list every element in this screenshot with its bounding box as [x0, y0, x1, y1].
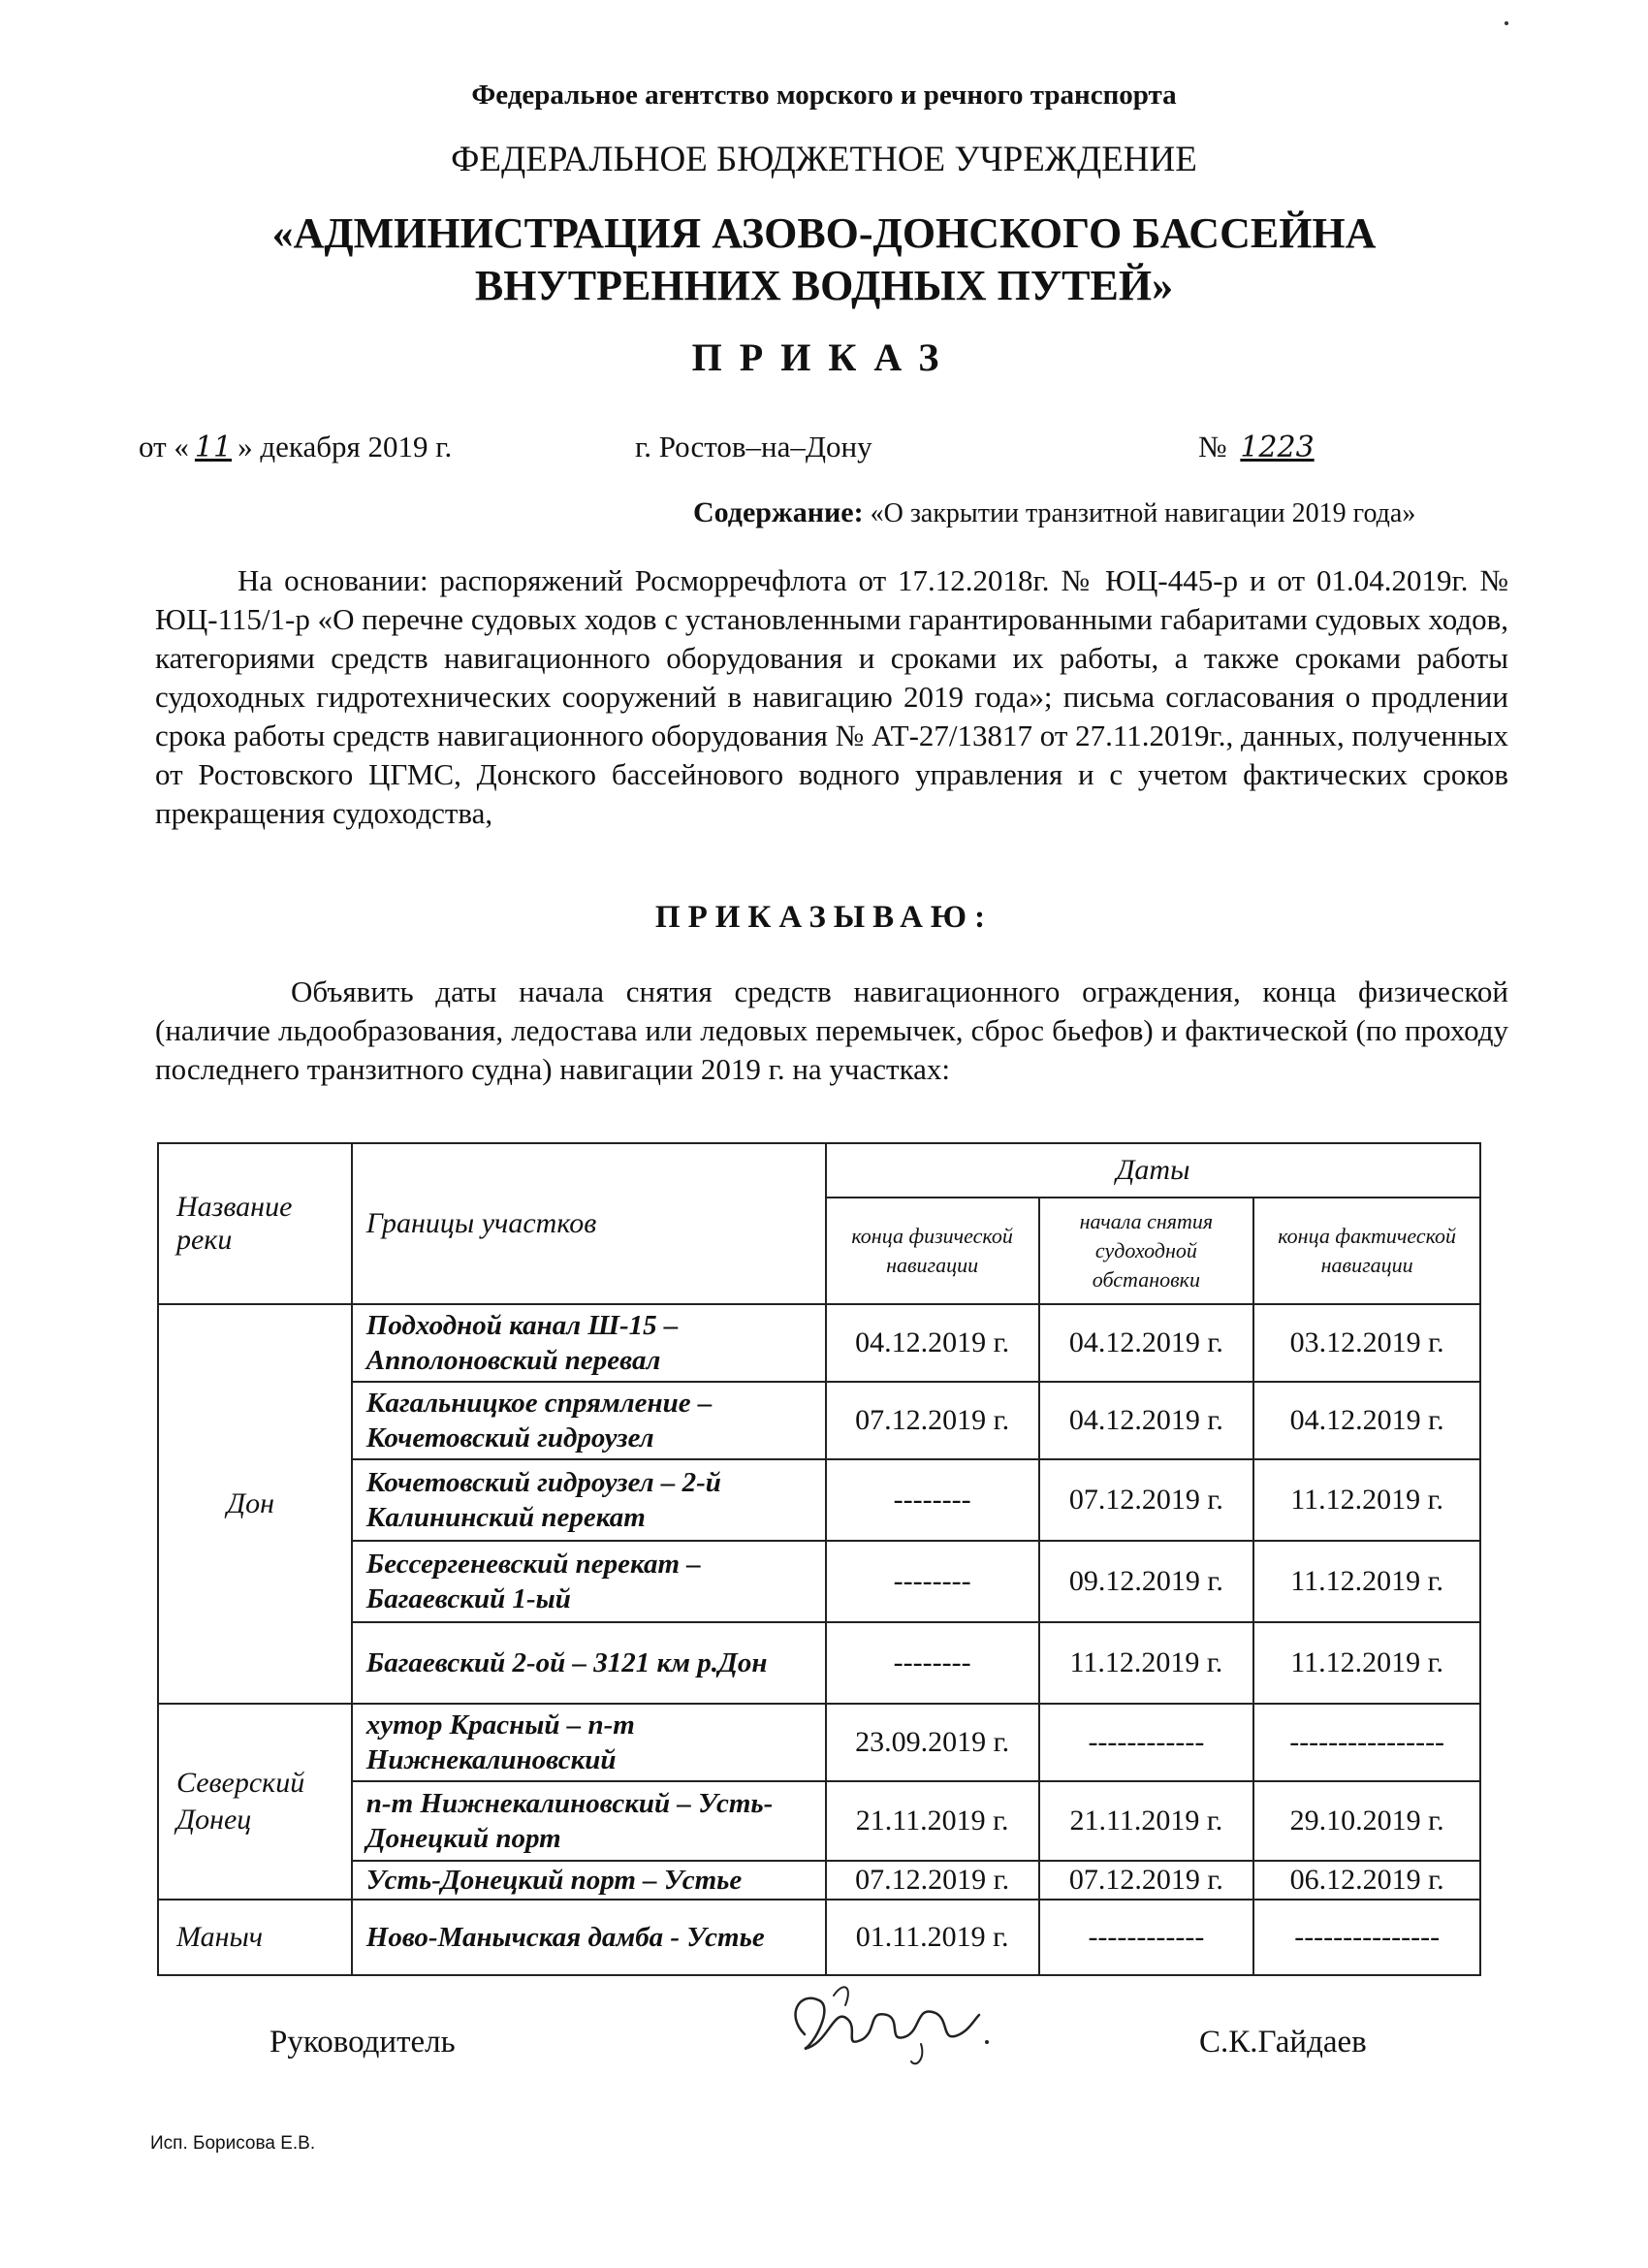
- order-subject: [693, 496, 1415, 529]
- segment-bounds: Бессергеневский перекат – Багаевский 1-ый: [352, 1541, 826, 1622]
- header-start-removal: начала снятия судоходной обстановки: [1039, 1198, 1254, 1304]
- header-phys-end: конца физической навигации: [826, 1198, 1039, 1304]
- organization-name-line1: «АДМИНИСТРАЦИЯ АЗОВО-ДОНСКОГО БАССЕЙНА: [271, 209, 1377, 257]
- number-label: №: [1198, 430, 1227, 463]
- fact-end-date: 03.12.2019 г.: [1253, 1304, 1480, 1382]
- table-row: [158, 1304, 1480, 1382]
- phys-end-date: 01.11.2019 г.: [826, 1900, 1039, 1975]
- table-row: [158, 1382, 1480, 1459]
- document-type: ПРИКАЗ: [691, 335, 957, 379]
- table-row: [158, 1900, 1480, 1975]
- segment-bounds: Усть-Донецкий порт – Устье: [352, 1861, 826, 1900]
- segment-bounds: Ново-Манычская дамба - Устье: [352, 1900, 826, 1975]
- fact-end-date: ----------------: [1253, 1704, 1480, 1781]
- phys-end-date: 23.09.2019 г.: [826, 1704, 1039, 1781]
- handwritten-day: 11: [194, 431, 233, 464]
- river-name: Северский Донец: [158, 1704, 352, 1900]
- organization-name-line2: ВНУТРЕННИХ ВОДНЫХ ПУТЕЙ»: [474, 262, 1174, 309]
- institution-type: ФЕДЕРАЛЬНОЕ БЮДЖЕТНОЕ УЧРЕЖДЕНИЕ: [451, 140, 1197, 179]
- order-number: [1198, 430, 1320, 464]
- start-removal-date: 11.12.2019 г.: [1039, 1622, 1254, 1704]
- start-removal-date: 07.12.2019 г.: [1039, 1459, 1254, 1541]
- segment-bounds: п-т Нижнекалиновский – Усть-Донецкий порт: [352, 1781, 826, 1861]
- date-suffix: » декабря 2019 г.: [238, 430, 453, 463]
- start-removal-date: ------------: [1039, 1704, 1254, 1781]
- river-name: Маныч: [158, 1900, 352, 1975]
- fact-end-date: 11.12.2019 г.: [1253, 1459, 1480, 1541]
- river-name: Дон: [158, 1304, 352, 1704]
- order-paragraph: Объявить даты начала снятия средств навигационного ограждения, конца физической (наличие льдообразования, ледостава или ледовых перемычек, сброс бьефов) и фактической (по проходу последнего транзитного судна) навигации 2019 г. на участках:: [155, 974, 1508, 1086]
- phys-end-date: 07.12.2019 г.: [826, 1382, 1039, 1459]
- fact-end-date: 11.12.2019 г.: [1253, 1622, 1480, 1704]
- agency-name: Федеральное агентство морского и речного транспорта: [471, 80, 1177, 111]
- phys-end-date: 04.12.2019 г.: [826, 1304, 1039, 1382]
- start-removal-date: 07.12.2019 г.: [1039, 1861, 1254, 1900]
- organization-name: [0, 208, 1648, 312]
- phys-end-date: --------: [826, 1622, 1039, 1704]
- subject-text: «О закрытии транзитной навигации 2019 года»: [870, 498, 1416, 528]
- executor-note: Исп. Борисова Е.В.: [150, 2133, 316, 2154]
- segment-bounds: Кочетовский гидроузел – 2-й Калининский перекат: [352, 1459, 826, 1541]
- table-row: [158, 1622, 1480, 1704]
- phys-end-date: 21.11.2019 г.: [826, 1781, 1039, 1861]
- header-fact-end: конца фактической навигации: [1253, 1198, 1480, 1304]
- start-removal-date: ------------: [1039, 1900, 1254, 1975]
- segment-bounds: Подходной канал Ш-15 – Апполоновский перевал: [352, 1304, 826, 1382]
- header-bounds: Границы участков: [352, 1143, 826, 1304]
- handwritten-signature: [776, 1976, 998, 2073]
- subject-label: Содержание:: [693, 496, 864, 528]
- scan-speck: [1505, 21, 1508, 25]
- phys-end-date: --------: [826, 1541, 1039, 1622]
- segment-bounds: хутор Красный – п-т Нижнекалиновский: [352, 1704, 826, 1781]
- table-row: [158, 1459, 1480, 1541]
- phys-end-date: 07.12.2019 г.: [826, 1861, 1039, 1900]
- start-removal-date: 09.12.2019 г.: [1039, 1541, 1254, 1622]
- start-removal-date: 04.12.2019 г.: [1039, 1304, 1254, 1382]
- start-removal-date: 04.12.2019 г.: [1039, 1382, 1254, 1459]
- fact-end-date: 04.12.2019 г.: [1253, 1382, 1480, 1459]
- fact-end-date: ---------------: [1253, 1900, 1480, 1975]
- order-date: [139, 430, 452, 464]
- start-removal-date: 21.11.2019 г.: [1039, 1781, 1254, 1861]
- navigation-dates-table: [157, 1142, 1481, 1976]
- order-city: г. Ростов–на–Дону: [635, 430, 872, 463]
- preamble-paragraph: На основании: распоряжений Росморречфлота от 17.12.2018г. № ЮЦ-445-р и от 01.04.2019г. № ЮЦ-115/1-р «О перечне судовых ходов с установленными гарантированными габаритами судовых ходов, категориями средств навигационного оборудования и сроками их работы, а также сроками работы судоходных гидротехнических сооружений в навигацию 2019 года»; письма согласования о продлении срока работы средств навигационного оборудования № АТ-27/13817 от 27.11.2019г., данных, полученных от Ростовского ЦГМС, Донского бассейнового водного управления и с учетом фактических сроков прекращения судоходства,: [155, 563, 1509, 830]
- fact-end-date: 29.10.2019 г.: [1253, 1781, 1480, 1861]
- signatory-name: С.К.Гайдаев: [1199, 2025, 1367, 2060]
- segment-bounds: Багаевский 2-ой – 3121 км р.Дон: [352, 1622, 826, 1704]
- fact-end-date: 11.12.2019 г.: [1253, 1541, 1480, 1622]
- table-row: [158, 1541, 1480, 1622]
- date-prefix: от «: [139, 430, 189, 463]
- header-dates: Даты: [826, 1143, 1480, 1198]
- order-word: ПРИКАЗЫВАЮ:: [654, 900, 994, 935]
- phys-end-date: --------: [826, 1459, 1039, 1541]
- fact-end-date: 06.12.2019 г.: [1253, 1861, 1480, 1900]
- header-river: Название реки: [158, 1143, 352, 1304]
- table-row: [158, 1861, 1480, 1900]
- table-row: [158, 1781, 1480, 1861]
- segment-bounds: Кагальницкое спрямление – Кочетовский гидроузел: [352, 1382, 826, 1459]
- table-row: [158, 1704, 1480, 1781]
- signatory-role: Руководитель: [269, 2025, 456, 2060]
- handwritten-number: 1223: [1240, 431, 1315, 464]
